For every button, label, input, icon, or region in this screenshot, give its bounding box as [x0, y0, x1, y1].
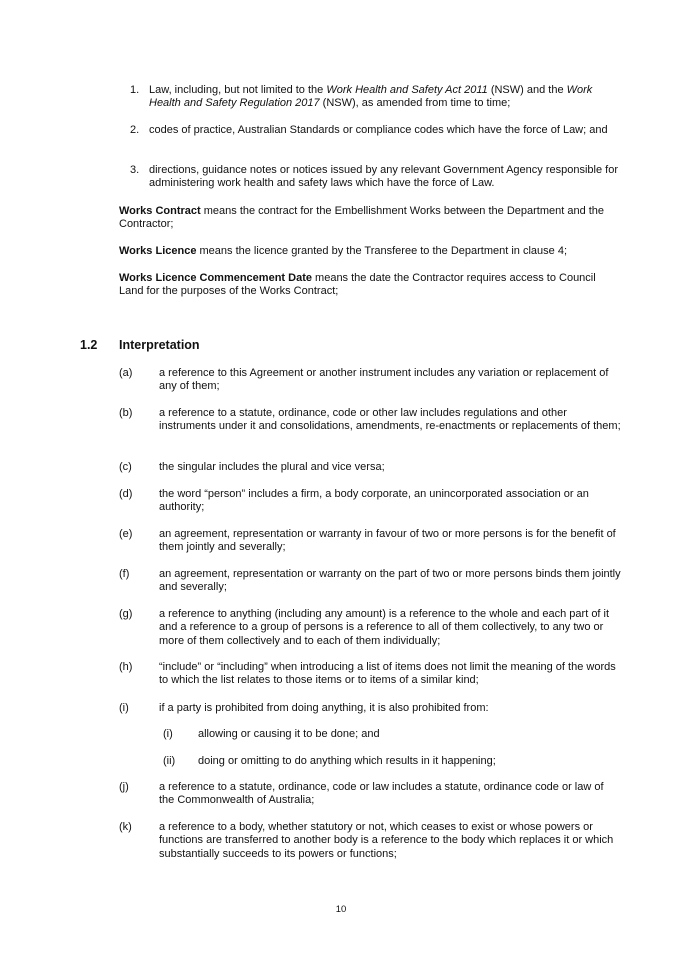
item-label: (c) [119, 461, 132, 473]
section-number: 1.2 [80, 338, 98, 352]
item-label: (j) [119, 781, 129, 793]
list-number: 2. [130, 124, 140, 136]
item-text: “include” or “including” when introducing a list of items does not limit the meaning of the words to which the list relates to those items or to items of a similar kind; [159, 661, 616, 687]
list-number: 3. [130, 164, 140, 176]
item-text: a reference to this Agreement or another instrument includes any variation or replacement of any of them; [159, 367, 609, 393]
definition-text: means the licence granted by the Transferee to the Department in clause 4; [196, 245, 567, 257]
definition-term: Works Contract [119, 205, 201, 217]
definition [119, 205, 622, 232]
item-label: (i) [119, 702, 129, 714]
item-text: a reference to a statute, ordinance, code or other law includes regulations and other instruments under it and consolidations, amendments, re-enactments or replacements of them; [159, 407, 621, 433]
item-label: (h) [119, 661, 133, 673]
sub-item-text: doing or omitting to do anything which results in it happening; [198, 755, 496, 767]
definition-text: means the date the Contractor requires access to Council Land for the purposes of the Works Contract; [119, 272, 596, 298]
definition-term: Works Licence [119, 245, 197, 257]
item-text: the word “person” includes a firm, a body corporate, an unincorporated association or an authority; [159, 488, 589, 514]
sub-item-label: (i) [163, 728, 173, 740]
item-text: a reference to a body, whether statutory or not, which ceases to exist or whose powers or functions are transferred to another body is a reference to the body which replaces it or which substantially succeeds to its powers or functions; [159, 821, 614, 860]
definition-term: Works Licence Commencement Date [119, 272, 312, 284]
item-text: if a party is prohibited from doing anything, it is also prohibited from: [159, 702, 489, 714]
item-text: an agreement, representation or warranty on the part of two or more persons binds them jointly and severally; [159, 568, 621, 594]
item-text: a reference to a statute, ordinance, code or law includes a statute, ordinance code or law of the Commonwealth of Australia; [159, 781, 604, 807]
list-text: Law, including, but not limited to the Work Health and Safety Act 2011 (NSW) and the Work Health and Safety Regulation 2017 (NSW), as amended from time to time; [149, 84, 593, 110]
list-text: codes of practice, Australian Standards or compliance codes which have the force of Law; and [149, 124, 608, 136]
item-label: (b) [119, 407, 133, 419]
sub-item-text: allowing or causing it to be done; and [198, 728, 380, 740]
item-text: an agreement, representation or warranty in favour of two or more persons is for the benefit of them jointly and severally; [159, 528, 616, 554]
item-label: (f) [119, 568, 130, 580]
definition [119, 245, 622, 258]
item-label: (k) [119, 821, 132, 833]
item-label: (a) [119, 367, 133, 379]
item-text: the singular includes the plural and vice versa; [159, 461, 385, 473]
list-number: 1. [130, 84, 140, 96]
section-title: Interpretation [119, 338, 200, 352]
definition-text: means the contract for the Embellishment Works between the Department and the Contractor; [119, 205, 605, 231]
item-label: (e) [119, 528, 133, 540]
sub-item-label: (ii) [163, 755, 176, 767]
definition [119, 272, 622, 299]
item-label: (g) [119, 608, 133, 620]
list-text: directions, guidance notes or notices issued by any relevant Government Agency responsible for administering work health and safety laws which have the force of Law. [149, 164, 618, 190]
item-text: a reference to anything (including any amount) is a reference to the whole and each part of it and a reference to a group of persons is a reference to all of them collectively, to any two or more of them collectively and to each of them individually; [159, 608, 610, 647]
page-number: 10 [335, 904, 347, 915]
item-label: (d) [119, 488, 133, 500]
